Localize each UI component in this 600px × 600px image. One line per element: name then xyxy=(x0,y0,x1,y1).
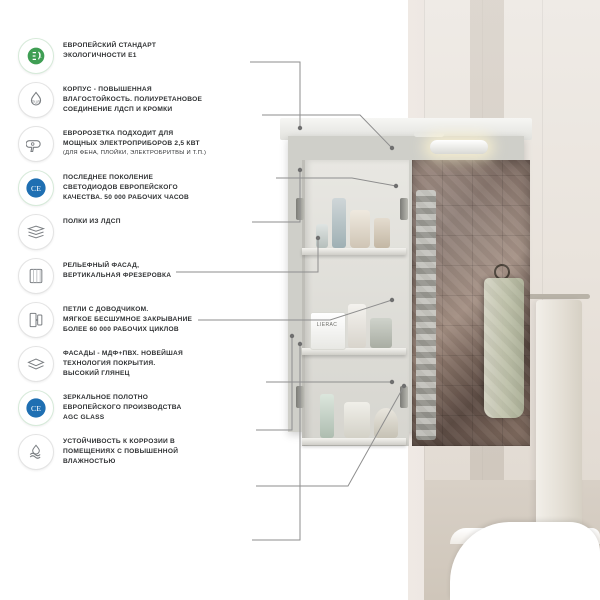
hinge-lower-left xyxy=(296,386,304,408)
svg-text:PUR: PUR xyxy=(31,99,41,105)
cosmetic-box-lierac xyxy=(310,312,346,350)
feature-item xyxy=(18,38,280,74)
corrosion-resistance-icon xyxy=(18,434,54,470)
led-lamp xyxy=(430,140,488,154)
e1-eco-badge-icon xyxy=(18,38,54,74)
feature-label: ЕВРОПЕЙСКИЙ СТАНДАРТ ЭКОЛОГИЧНОСТИ Е1 xyxy=(63,42,157,60)
mirror-cabinet xyxy=(280,118,532,438)
feature-item xyxy=(18,214,280,250)
mirrored-towel xyxy=(484,278,524,418)
shelf-lower xyxy=(302,438,406,445)
feature-label: КОРПУС - ПОВЫШЕННАЯ ВЛАГОСТОЙКОСТЬ. ПОЛИУРЕТАНОВОЕ СОЕДИНЕНИЕ ЛДСП И КРОМКИ xyxy=(63,86,203,114)
feature-label: ПОСЛЕДНЕЕ ПОКОЛЕНИЕ СВЕТОДИОДОВ ЕВРОПЕЙСКОГО КАЧЕСТВА. 50 000 РАБОЧИХ ЧАСОВ xyxy=(63,174,190,202)
feature-item xyxy=(18,170,280,206)
shelf-upper xyxy=(302,248,406,255)
ce-mirror-icon xyxy=(18,390,54,426)
bathtub xyxy=(450,522,600,600)
feature-label: УСТОЙЧИВОСТЬ К КОРРОЗИИ В ПОМЕЩЕНИЯХ С ПОВЫШЕННОЙ ВЛАЖНОСТЬЮ xyxy=(63,438,179,466)
svg-text:CE: CE xyxy=(31,403,41,413)
svg-text:1: 1 xyxy=(39,53,42,60)
hinge-upper-left xyxy=(296,198,304,220)
hanging-towel xyxy=(536,300,582,530)
candle-jar xyxy=(370,318,392,348)
feature-label: РЕЛЬЕФНЫЙ ФАСАД, ВЕРТИКАЛЬНАЯ ФРЕЗЕРОВКА xyxy=(63,262,172,280)
lamp-arm xyxy=(414,132,444,137)
feature-list xyxy=(18,38,280,478)
feature-item xyxy=(18,302,280,338)
soft-close-hinge-icon xyxy=(18,302,54,338)
ce-led-icon xyxy=(18,170,54,206)
cream-jar xyxy=(344,402,370,438)
shelves-stack-icon xyxy=(18,214,54,250)
hairdryer-icon xyxy=(18,126,54,162)
hinge-upper-right xyxy=(400,198,408,220)
feature-label: ФАСАДЫ - МДФ+ПВХ. НОВЕЙШАЯ ТЕХНОЛОГИЯ ПОКРЫТИЯ. ВЫСОКИЙ ГЛЯНЕЦ xyxy=(63,350,183,378)
mirrored-radiator-reflection xyxy=(416,190,436,440)
cabinet-body xyxy=(288,136,524,432)
relief-facade-icon xyxy=(18,258,54,294)
feature-item xyxy=(18,346,280,382)
feature-item xyxy=(18,82,280,118)
svg-text:CE: CE xyxy=(31,183,41,193)
feature-label: ЕВРОРОЗЕТКА ПОДХОДИТ ДЛЯ МОЩНЫХ ЭЛЕКТРОПРИБОРОВ 2,5 КВТ (ДЛЯ ФЕНА, ПЛОЙКИ, ЭЛЕКТРОБРИТВЫ И Т.П.) xyxy=(63,130,207,157)
mdf-pvc-layers-icon xyxy=(18,346,54,382)
tube xyxy=(316,224,328,248)
feature-label: ЗЕРКАЛЬНОЕ ПОЛОТНО ЕВРОПЕЙСКОГО ПРОИЗВОДСТВА AGC GLASS xyxy=(63,394,182,422)
cosmetic-box xyxy=(374,218,390,248)
feature-item xyxy=(18,126,280,162)
mirrored-hook-icon xyxy=(494,264,510,280)
feature-item xyxy=(18,258,280,294)
mirror-door[interactable] xyxy=(412,160,530,446)
glass-jar xyxy=(374,408,398,438)
jar xyxy=(350,210,370,248)
feature-label: ПОЛКИ ИЗ ЛДСП xyxy=(63,218,121,225)
pur-droplet-icon xyxy=(18,82,54,118)
feature-item xyxy=(18,434,280,470)
bottle xyxy=(332,198,346,248)
product-label-lierac: LIERAC xyxy=(316,322,338,328)
hinge-lower-right xyxy=(400,386,408,408)
tube-tall xyxy=(348,304,366,348)
spray-bottle xyxy=(320,394,334,438)
towel-bar xyxy=(528,294,590,299)
feature-item xyxy=(18,390,280,426)
feature-label: ПЕТЛИ С ДОВОДЧИКОМ. МЯГКОЕ БЕСШУМНОЕ ЗАКРЫВАНИЕ БОЛЕЕ 60 000 РАБОЧИХ ЦИКЛОВ xyxy=(63,306,193,334)
